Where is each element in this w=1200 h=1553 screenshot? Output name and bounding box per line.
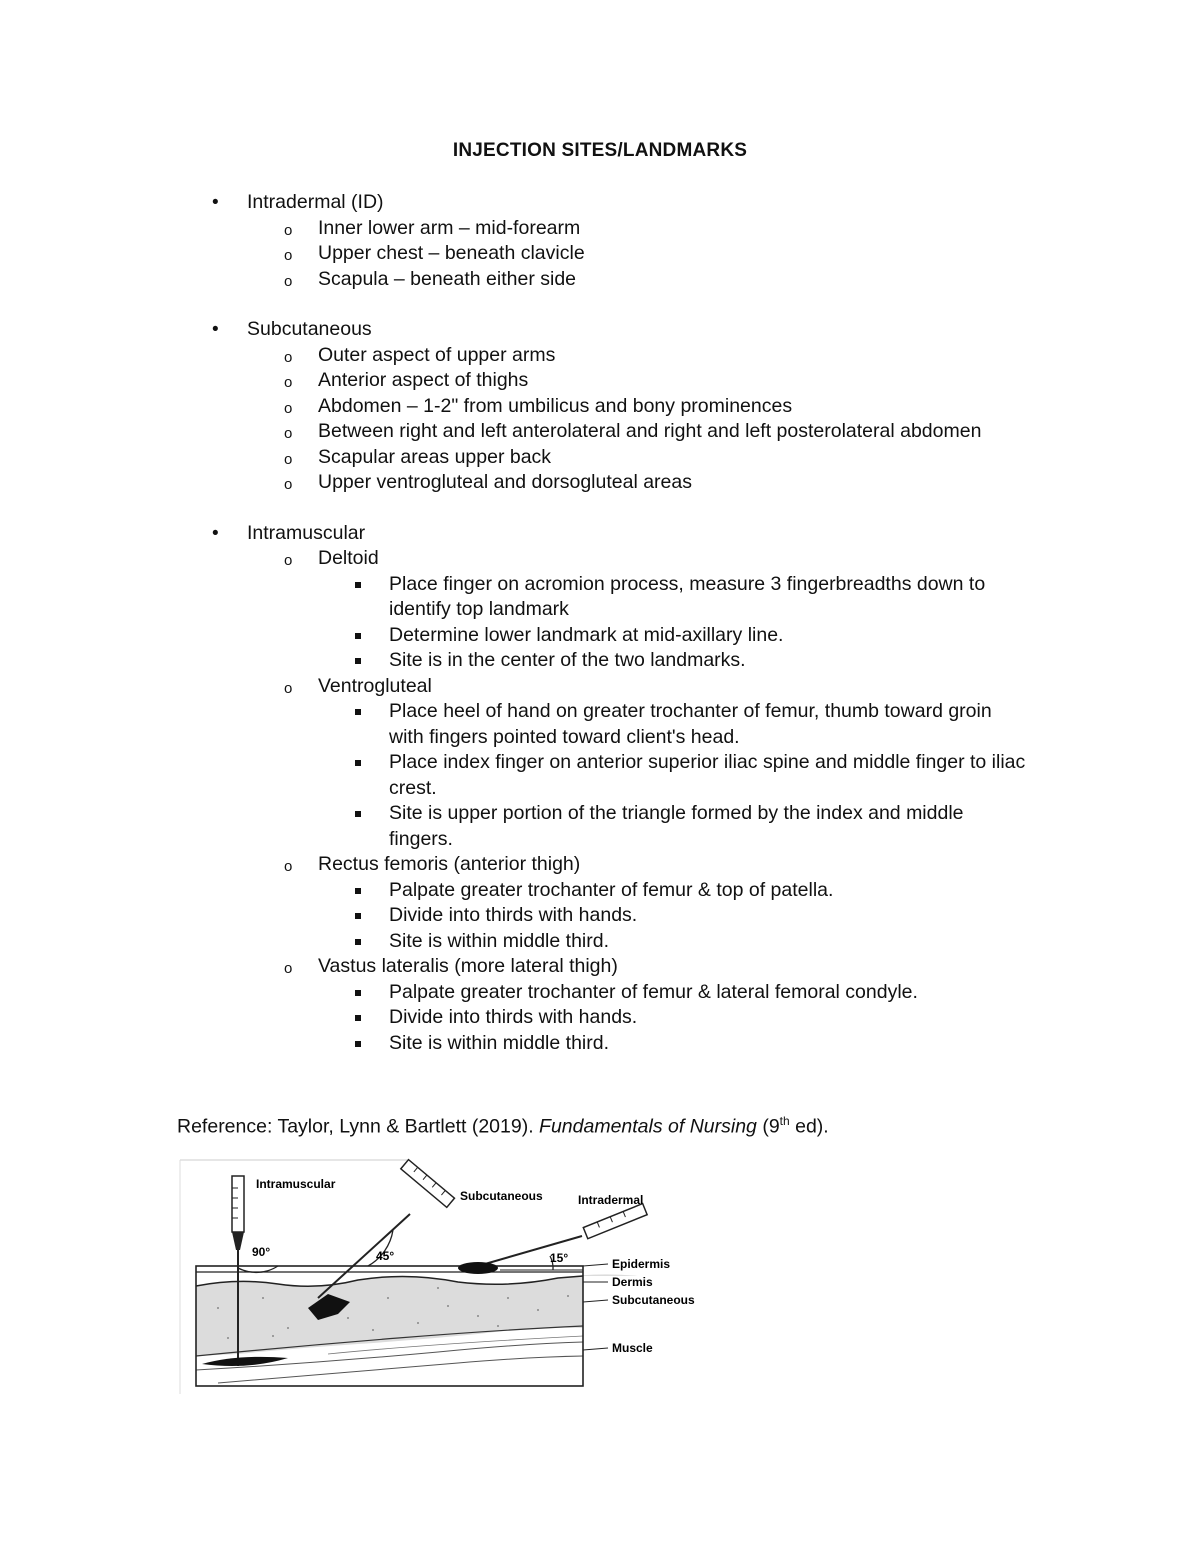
list-item: Site is within middle third. <box>389 1031 1029 1057</box>
list-item: Palpate greater trochanter of femur & lateral femoral condyle. <box>389 980 1029 1006</box>
label-intramuscular: Intramuscular <box>256 1177 336 1191</box>
reference-edition-open: (9 <box>756 1115 780 1138</box>
list-item: o Anterior aspect of thighs <box>318 368 998 394</box>
section-subcutaneous: • Subcutaneous <box>247 317 1200 343</box>
injection-sites-outline <box>0 190 1200 1056</box>
list-item: Site is within middle third. <box>389 929 1029 955</box>
angle-15: 15° <box>550 1251 569 1265</box>
list-item: o Inner lower arm – mid-forearm <box>318 216 998 242</box>
site-rectus-femoris: o Rectus femoris (anterior thigh) <box>318 852 998 878</box>
list-item: Determine lower landmark at mid-axillary line. <box>389 623 1029 649</box>
reference-citation <box>177 1108 829 1140</box>
list-item: Palpate greater trochanter of femur & top of patella. <box>389 878 1029 904</box>
list-item: Site is in the center of the two landmarks. <box>389 648 1029 674</box>
angle-90: 90° <box>252 1245 271 1259</box>
list-item: o Upper ventrogluteal and dorsogluteal areas <box>318 470 998 496</box>
label-intradermal: Intradermal <box>578 1193 644 1207</box>
label-subcutaneous: Subcutaneous <box>460 1189 543 1203</box>
label-dermis: Dermis <box>612 1275 653 1289</box>
list-item: Place heel of hand on greater trochanter of femur, thumb toward groin with fingers pointed toward client's head. <box>389 699 1029 750</box>
list-item: o Upper chest – beneath clavicle <box>318 241 998 267</box>
list-item: o Abdomen – 1-2" from umbilicus and bony prominences <box>318 394 998 420</box>
section-intramuscular: • Intramuscular <box>247 521 1200 547</box>
reference-edition-close: ed). <box>789 1115 829 1138</box>
site-vastus-lateralis: o Vastus lateralis (more lateral thigh) <box>318 954 998 980</box>
list-item: o Scapular areas upper back <box>318 445 998 471</box>
label-subcutaneous-layer: Subcutaneous <box>612 1293 695 1307</box>
page-title: INJECTION SITES/LANDMARKS <box>452 140 748 161</box>
reference-prefix: Reference: Taylor, Lynn & Bartlett (2019). <box>177 1115 540 1138</box>
list-item: Site is upper portion of the triangle formed by the index and middle fingers. <box>389 801 1029 852</box>
label-muscle: Muscle <box>612 1341 653 1355</box>
angle-45: 45° <box>376 1249 395 1263</box>
list-item: Divide into thirds with hands. <box>389 903 1029 929</box>
list-item: Place index finger on anterior superior iliac spine and middle finger to iliac crest. <box>389 750 1029 801</box>
reference-book-title: Fundamentals of Nursing <box>539 1115 757 1138</box>
list-item: o Between right and left anterolateral and right and left posterolateral abdomen <box>318 419 998 445</box>
reference-edition-sup: th <box>779 1114 790 1128</box>
site-ventrogluteal: o Ventrogluteal <box>318 674 998 700</box>
list-item: o Scapula – beneath either side <box>318 267 998 293</box>
label-epidermis: Epidermis <box>612 1257 671 1271</box>
injection-angles-diagram <box>178 1158 718 1398</box>
list-item: Divide into thirds with hands. <box>389 1005 1029 1031</box>
list-item: o Outer aspect of upper arms <box>318 343 998 369</box>
list-item: Place finger on acromion process, measure 3 fingerbreadths down to identify top landmark <box>389 572 1029 623</box>
injection-angles-figure <box>178 1158 718 1398</box>
section-intradermal: • Intradermal (ID) <box>247 190 1200 216</box>
site-deltoid: o Deltoid <box>318 546 998 572</box>
